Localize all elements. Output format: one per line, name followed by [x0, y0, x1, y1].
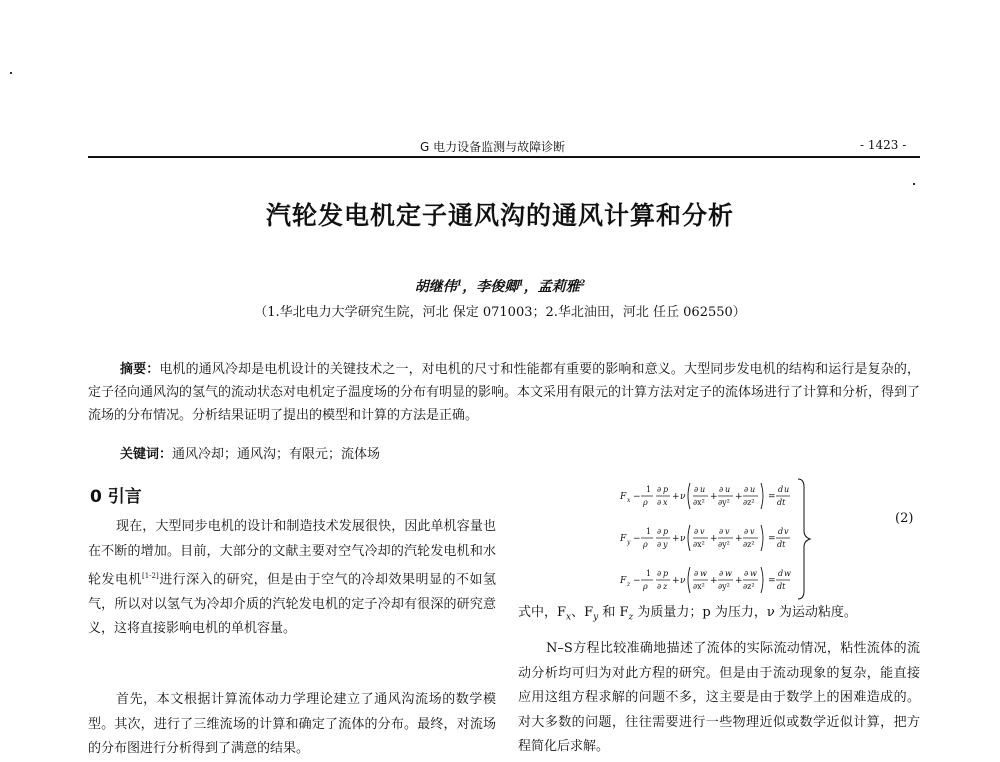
partial-symbol: ∂ — [657, 527, 662, 536]
velocity-var: w — [725, 569, 732, 578]
second-derivative: ∂z² — [743, 498, 755, 507]
velocity-var: u — [750, 485, 756, 494]
equals-sign: = — [768, 534, 776, 544]
velocity-var: v — [725, 527, 730, 536]
author-separator: ， — [523, 279, 538, 295]
coef-numerator: 1 — [646, 527, 652, 536]
subscript: z — [628, 612, 634, 623]
abstract — [88, 358, 920, 427]
author-separator: ， — [462, 279, 477, 295]
author-name: 李俊卿 — [476, 279, 519, 295]
force-symbol: F — [620, 534, 627, 544]
velocity-var: u — [784, 485, 790, 494]
diff-variable: z — [663, 582, 668, 591]
where-text: 、F — [571, 605, 594, 620]
minus-sign: − — [633, 576, 641, 586]
subscript: x — [566, 612, 572, 623]
second-derivative: ∂y² — [718, 582, 730, 591]
minus-sign: − — [633, 492, 641, 502]
partial-symbol: ∂ — [744, 485, 749, 494]
partial-symbol: ∂ — [744, 527, 749, 536]
abstract-label: 摘要： — [120, 362, 160, 377]
left-paragraph-2: 首先，本文根据计算流体动力学理论建立了通风沟流场的数学模型。其次，进行了三维流场的计算和确定了流体的分布。最终，对流场的分布图进行分析得到了满意的结果。 — [88, 692, 496, 756]
second-derivative: ∂x² — [693, 540, 705, 549]
rho-symbol: ρ — [643, 582, 648, 591]
d-symbol: d — [778, 527, 784, 536]
partial-symbol: ∂ — [694, 527, 699, 536]
force-subscript: y — [627, 539, 631, 546]
author-name: 胡继伟 — [414, 279, 457, 295]
partial-symbol: ∂ — [657, 569, 662, 578]
partial-symbol: ∂ — [694, 569, 699, 578]
minus-sign: − — [633, 534, 641, 544]
author-list — [0, 276, 1000, 296]
plus-sign: + — [672, 576, 680, 586]
pressure-symbol: p — [663, 485, 669, 494]
left-paragraph-1 — [88, 515, 496, 642]
citation-ref: [1-2] — [141, 572, 159, 580]
diff-variable: y — [663, 540, 668, 549]
velocity-var: w — [784, 569, 791, 578]
equation-brace — [798, 479, 810, 599]
author-mark: 1 — [518, 277, 524, 288]
dt-symbol: dt — [777, 540, 786, 549]
plus-sign: + — [710, 576, 718, 586]
author-mark: 1 — [456, 277, 463, 288]
partial-symbol: ∂ — [657, 485, 662, 494]
force-symbol: F — [620, 576, 627, 586]
velocity-var: u — [700, 485, 706, 494]
partial-symbol: ∂ — [657, 498, 662, 507]
second-derivative: ∂z² — [743, 540, 755, 549]
navier-stokes-equations — [620, 473, 850, 605]
d-symbol: d — [778, 569, 784, 578]
partial-symbol: ∂ — [657, 582, 662, 591]
velocity-var: v — [750, 527, 755, 536]
velocity-var: v — [700, 527, 705, 536]
velocity-var: u — [725, 485, 731, 494]
nu-symbol: ν — [680, 576, 686, 586]
equation-row-z — [620, 567, 791, 593]
second-derivative: ∂y² — [718, 540, 730, 549]
partial-symbol: ∂ — [657, 540, 662, 549]
d-symbol: d — [778, 485, 784, 494]
second-derivative: ∂x² — [693, 582, 705, 591]
dt-symbol: dt — [777, 498, 786, 507]
plus-sign: + — [710, 492, 718, 502]
author-mark: 2 — [579, 277, 586, 288]
partial-symbol: ∂ — [744, 569, 749, 578]
scan-dot — [913, 183, 915, 185]
rho-symbol: ρ — [643, 540, 648, 549]
keywords — [120, 443, 380, 462]
force-subscript: x — [627, 497, 631, 504]
where-clause — [518, 601, 920, 630]
affiliation: （1.华北电力大学研究生院，河北 保定 071003；2.华北油田，河北 任丘 062550） — [254, 305, 746, 320]
nu-symbol: ν — [680, 492, 686, 502]
force-symbol: F — [620, 492, 627, 502]
abstract-text: 电机的通风冷却是电机设计的关键技术之一，对电机的尺寸和性能都有重要的影响和意义。大型同步发电机的结构和运行是复杂的，定子径向通风沟的氢气的流动状态对电机定子温度场的分布有明显的影响。本文采用有限元的计算方法对定子的流体场进行了计算和分析，得到了流场的分布情况。分析结果证明了提出的模型和计算的方法是正确。 — [88, 362, 921, 423]
paragraph-text: 现在，大型同步电机的设计和制造技术发展很快，因此单机容量也在不断的增加。目前，大部分的文献主要对空气冷却的汽轮发电机和水轮发电机 — [88, 519, 496, 588]
subscript: y — [593, 612, 599, 623]
plus-sign: + — [672, 492, 680, 502]
equals-sign: = — [768, 576, 776, 586]
equation-row-y — [620, 525, 790, 551]
pressure-symbol: p — [663, 569, 669, 578]
where-text: 式中，F — [518, 605, 567, 620]
equation-row-x — [620, 483, 790, 509]
rho-symbol: ρ — [643, 498, 648, 507]
partial-symbol: ∂ — [719, 527, 724, 536]
where-text: 和 F — [598, 605, 629, 620]
keywords-label: 关键词： — [120, 447, 173, 462]
plus-sign: + — [672, 534, 680, 544]
plus-sign: + — [710, 534, 718, 544]
plus-sign: + — [735, 576, 743, 586]
partial-symbol: ∂ — [694, 485, 699, 494]
keywords-text: 通风冷却；通风沟；有限元；流体场 — [172, 447, 381, 462]
paragraph-text: 进行深入的研究，但是由于空气的冷却效果明显的不如氢气，所以对以氢气为冷却介质的汽轮发电机的定子冷却有很深的研究意义，这将直接影响电机的单机容量。 — [88, 572, 496, 637]
plus-sign: + — [735, 492, 743, 502]
nu-symbol: ν — [680, 534, 686, 544]
second-derivative: ∂y² — [718, 498, 730, 507]
second-derivative: ∂x² — [693, 498, 705, 507]
velocity-var: w — [750, 569, 757, 578]
scan-dot — [10, 72, 12, 74]
equals-sign: = — [768, 492, 776, 502]
right-paragraph-1: N–S方程比较准确地描述了流体的实际流动情况，粘性流体的流动分析均可归为对此方程的研究。但是由于流动现象的复杂，能直接应用这组方程求解的问题不多，这主要是由于数学上的困难造成的。对大多数的问题，往往需要进行一些物理近似或数学近似计算，把方程简化后求解。 — [518, 641, 920, 754]
author-name: 孟莉雅 — [537, 279, 580, 295]
partial-symbol: ∂ — [719, 485, 724, 494]
velocity-var: w — [700, 569, 707, 578]
where-text: 为质量力；p 为压力，ν 为运动粘度。 — [633, 605, 857, 620]
second-derivative: ∂z² — [743, 582, 755, 591]
header-rule — [88, 156, 920, 158]
equation-number: (2) — [895, 511, 914, 526]
coef-numerator: 1 — [646, 569, 652, 578]
coef-numerator: 1 — [646, 485, 652, 494]
plus-sign: + — [735, 534, 743, 544]
paper-title: 汽轮发电机定子通风沟的通风计算和分析 — [265, 201, 734, 230]
velocity-var: v — [784, 527, 789, 536]
force-subscript: z — [627, 581, 631, 588]
journal-header: G 电力设备监测与故障诊断 — [420, 140, 566, 154]
diff-variable: x — [663, 498, 668, 507]
section-heading: 0 引言 — [90, 487, 142, 507]
page-number: - 1423 - — [860, 138, 907, 152]
pressure-symbol: p — [663, 527, 669, 536]
dt-symbol: dt — [777, 582, 786, 591]
partial-symbol: ∂ — [719, 569, 724, 578]
